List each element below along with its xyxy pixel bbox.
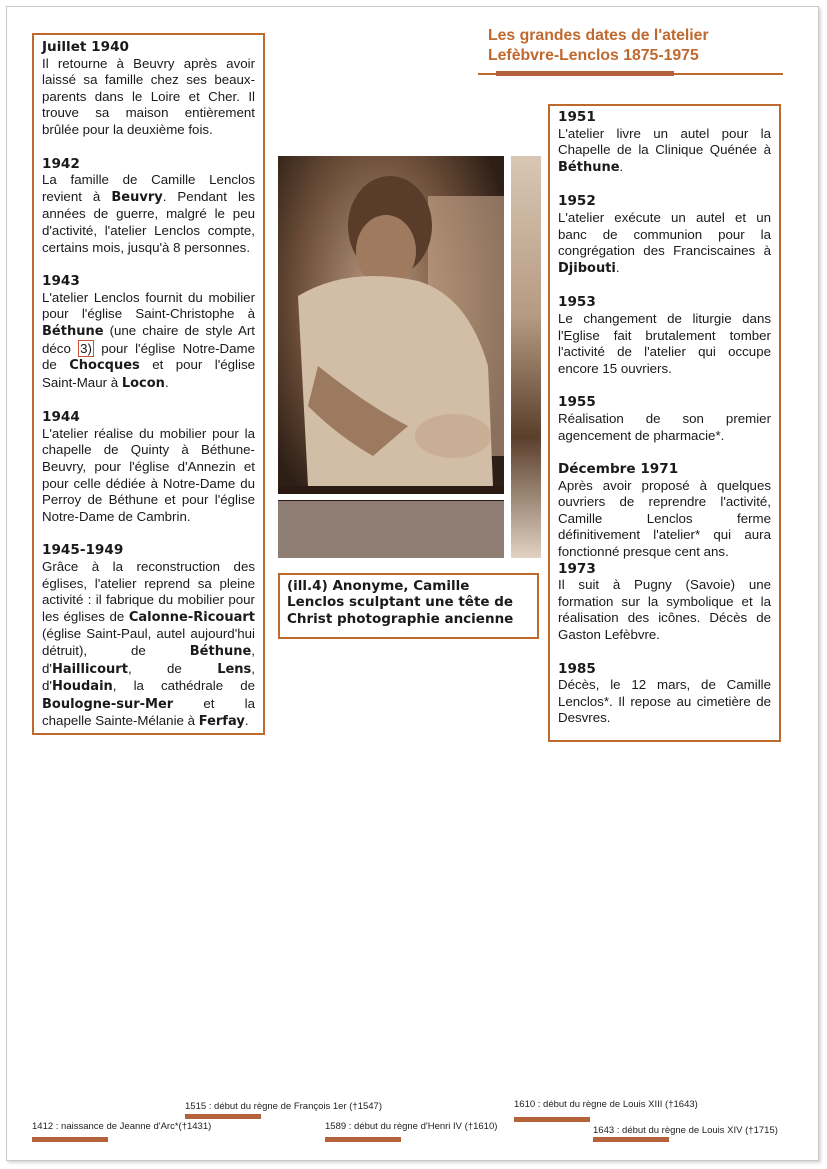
header-rule-accent xyxy=(496,71,674,76)
timeline-bar xyxy=(514,1117,590,1122)
place-name: Béthune xyxy=(558,159,620,175)
entry-year: 1945-1949 xyxy=(42,542,124,559)
timeline-bar xyxy=(185,1114,261,1119)
entry-decembre-1971 xyxy=(558,461,771,561)
entry-year: 1973 xyxy=(558,560,596,577)
entry-1951 xyxy=(558,109,771,176)
place-name: Calonne-Ricouart xyxy=(128,609,255,625)
entry-text: L'atelier exécute un autel et un banc de communion pour la congrégation des Franciscaines à Djibouti. xyxy=(558,209,771,276)
entry-text: Il retourne à Beuvry après avoir laissé sa famille chez ses beaux-parents dans le Loire et Cher. Il trouve sa maison entièrement brûlée pour la deuxième fois. xyxy=(42,55,255,137)
entry-text: L'atelier Lenclos fournit du mobilier pour l'église Saint-Christophe à Béthune (une chaire de style Art déco 3) pour l'église Notre-Dame de Chocques et pour l'église Saint-Maur à Locon. xyxy=(42,289,256,391)
sepia-photograph xyxy=(278,156,543,558)
place-name: Locon xyxy=(121,375,165,391)
entry-text: Après avoir proposé à quelques ouvriers de reprendre l'activité, Camille Lenclos ferme définitivement l'atelier* qui aura fonctionné presque cent ans. xyxy=(558,477,771,560)
timeline-bar xyxy=(593,1137,669,1142)
entry-juillet-1940 xyxy=(42,39,255,139)
entry-year: 1985 xyxy=(558,660,596,677)
entry-year: 1942 xyxy=(42,155,80,172)
entry-1953 xyxy=(558,294,771,377)
entry-year: 1955 xyxy=(558,394,596,411)
place-name: Chocques xyxy=(69,358,140,374)
timeline-label: 1515 : début du règne de François 1er (†1547) xyxy=(185,1101,382,1112)
photo-caption: (ill.4) Anonyme, Camille Lenclos sculptant une tête de Christ photographie ancienne xyxy=(278,573,539,639)
history-timeline xyxy=(0,1090,827,1150)
header-title-line1: Les grandes dates de l'atelier xyxy=(488,27,709,44)
entry-text: Il suit à Pugny (Savoie) une formation sur la symbolique et la réalisation des icônes. Décès de Gaston Lefèbvre. xyxy=(558,577,771,643)
entry-text: Décès, le 12 mars, de Camille Lenclos*. Il repose au cimetière de Desvres. xyxy=(558,677,771,726)
entry-year: 1943 xyxy=(42,273,80,290)
timeline-right-box xyxy=(548,104,781,742)
photo-strip xyxy=(511,156,541,558)
timeline-label: 1643 : début du règne de Louis XIV (†1715) xyxy=(593,1125,778,1136)
entry-text: Le changement de liturgie dans l'Eglise fait brutalement tomber l'activité de l'atelier qui occupe encore 15 ouvriers. xyxy=(558,310,771,376)
entry-text: L'atelier réalise du mobilier pour la chapelle de Quinty à Béthune-Beuvry, pour l'église d'Annezin et pour celle dédiée à Notre-Dame du Perroy de Béthune et pour l'église Notre-Dame de Cambrin. xyxy=(42,425,255,524)
entry-year: 1944 xyxy=(42,409,80,426)
entry-1985 xyxy=(558,661,771,727)
place-name: Béthune xyxy=(189,644,252,659)
entry-1955 xyxy=(558,394,771,444)
timeline-bar xyxy=(325,1137,401,1142)
timeline-label: 1610 : début du règne de Louis XIII (†1643) xyxy=(514,1099,698,1110)
place-name: Houdain xyxy=(51,679,113,695)
place-name: Djibouti xyxy=(558,260,616,276)
place-name: Ferfay xyxy=(198,714,245,730)
entry-year: Juillet 1940 xyxy=(42,39,129,55)
entry-1944 xyxy=(42,409,255,525)
entry-1942 xyxy=(42,156,255,257)
entry-year: 1951 xyxy=(558,109,596,125)
timeline-left-box xyxy=(32,33,265,735)
entry-1943 xyxy=(42,273,255,392)
place-name: Boulogne-sur-Mer xyxy=(42,696,174,712)
place-name: Lens xyxy=(217,661,252,677)
entry-1952 xyxy=(558,193,771,277)
entry-text: Grâce à la reconstruction des églises, l'atelier reprend sa pleine activité : il fabrique du mobilier pour les églises de Calonne-Ricouart (église Saint-Paul, autel aujourd'hui détruit), de Béthune, d'Haillicourt, de Lens, d'Houdain, la cathédrale de Boulogne-sur-Mer et la chapelle Sainte-Mélanie à Ferfay. xyxy=(42,559,255,730)
reference-link[interactable]: 3) xyxy=(80,340,92,356)
entry-1945-1949 xyxy=(42,542,255,731)
header-title-line2: Lefèbvre-Lenclos 1875-1975 xyxy=(488,47,699,64)
timeline-label: 1412 : naissance de Jeanne d'Arc*(†1431) xyxy=(32,1121,212,1132)
entry-year: 1952 xyxy=(558,193,596,210)
photo-divider xyxy=(278,494,504,500)
entry-year: 1953 xyxy=(558,294,596,311)
timeline-bar xyxy=(32,1137,108,1142)
place-name: Haillicourt xyxy=(51,661,128,677)
entry-1973 xyxy=(558,561,771,644)
page-header xyxy=(478,26,783,66)
entry-text: La famille de Camille Lenclos revient à Beuvry. Pendant les années de guerre, malgré le peu d'activité, l'atelier Lenclos compte, certains mois, jusqu'à 8 personnes. xyxy=(42,172,255,255)
entry-text: L'atelier livre un autel pour la Chapelle de la Clinique Quénée à Béthune. xyxy=(558,125,771,175)
place-name: Béthune xyxy=(42,323,104,339)
entry-year: Décembre 1971 xyxy=(558,461,679,478)
place-name: Beuvry xyxy=(111,189,163,205)
timeline-label: 1589 : début du règne d'Henri IV (†1610) xyxy=(325,1121,498,1132)
entry-text: Réalisation de son premier agencement de pharmacie*. xyxy=(558,410,771,443)
